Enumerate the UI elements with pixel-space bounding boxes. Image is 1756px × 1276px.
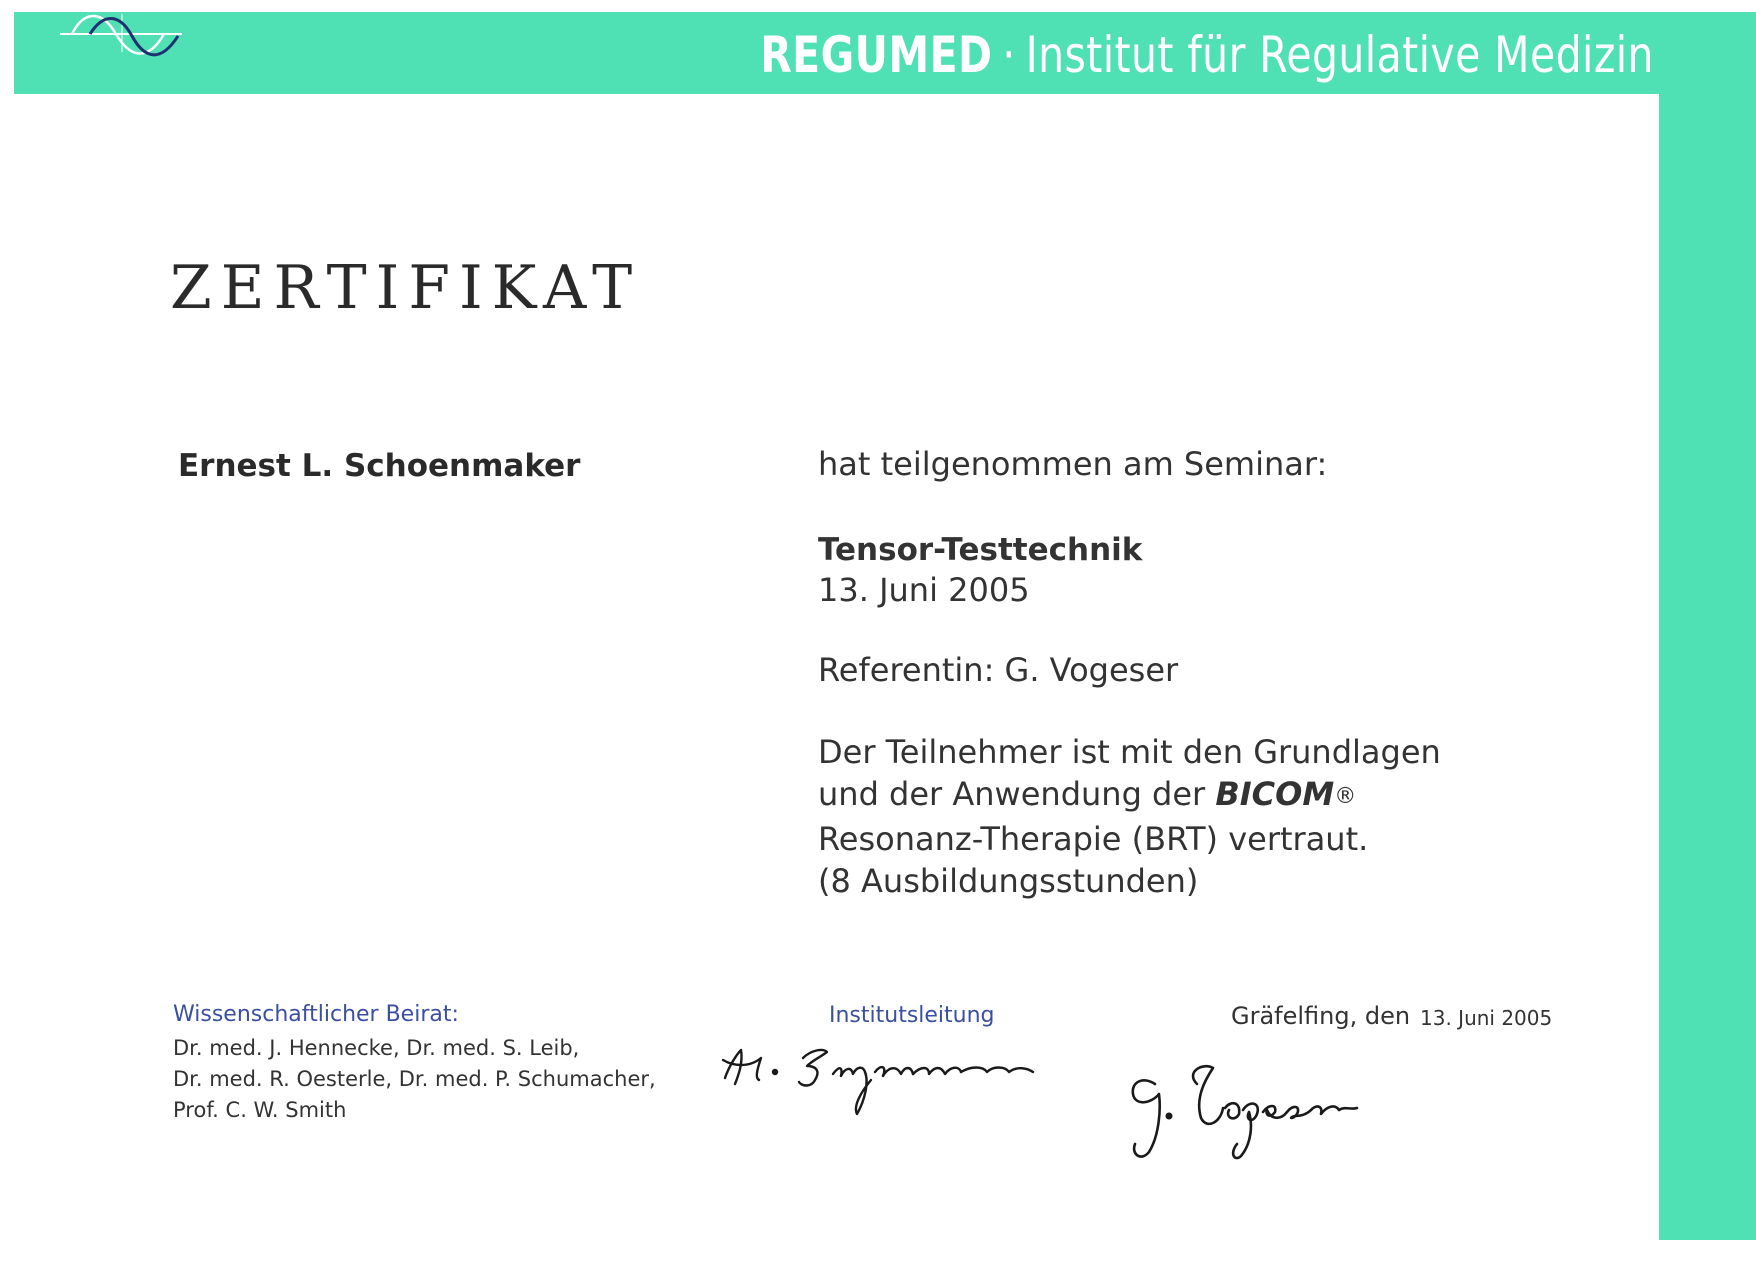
speaker: Referentin: G. Vogeser <box>818 651 1179 689</box>
institute-management-label: Institutsleitung <box>829 1003 995 1028</box>
advisory-board-label: Wissenschaftlicher Beirat: <box>173 1002 459 1027</box>
seminar-title: Tensor-Testtechnik <box>818 532 1143 568</box>
certificate-title: ZERTIFIKAT <box>170 253 642 323</box>
sine-wave-logo-icon <box>60 12 205 74</box>
brand-name: REGUMED <box>760 26 993 84</box>
place-label: Gräfelfing, den <box>1231 1002 1411 1030</box>
institute-header <box>760 26 1654 84</box>
board-member-line: Dr. med. J. Hennecke, Dr. med. S. Leib, <box>173 1036 580 1060</box>
bicom-brand: BICOM <box>1215 775 1335 813</box>
registered-mark: ® <box>1334 784 1357 809</box>
seminar-date: 13. Juni 2005 <box>818 571 1030 609</box>
side-band <box>1659 12 1756 1240</box>
signature-bruegemann <box>715 1036 1085 1126</box>
description-line-2 <box>818 773 1441 818</box>
participant-name: Ernest L. Schoenmaker <box>178 448 581 484</box>
signature-vogeser <box>1125 1054 1375 1164</box>
header-separator: · <box>1002 26 1016 84</box>
issue-date: 13. Juni 2005 <box>1420 1006 1553 1030</box>
advisory-board-members <box>173 1033 656 1126</box>
board-member-line: Dr. med. R. Oesterle, Dr. med. P. Schumacher, <box>173 1067 656 1091</box>
institute-name: Institut für Regulative Medizin <box>1025 26 1654 84</box>
certificate-description <box>818 731 1441 902</box>
description-line-3: Resonanz-Therapie (BRT) vertraut. <box>818 820 1369 858</box>
description-line-4: (8 Ausbildungsstunden) <box>818 862 1199 900</box>
board-member-line: Prof. C. W. Smith <box>173 1098 347 1122</box>
description-line-2-prefix: und der Anwendung der <box>818 775 1216 813</box>
participation-statement: hat teilgenommen am Seminar: <box>818 445 1328 483</box>
description-line-1: Der Teilnehmer ist mit den Grundlagen <box>818 733 1441 771</box>
